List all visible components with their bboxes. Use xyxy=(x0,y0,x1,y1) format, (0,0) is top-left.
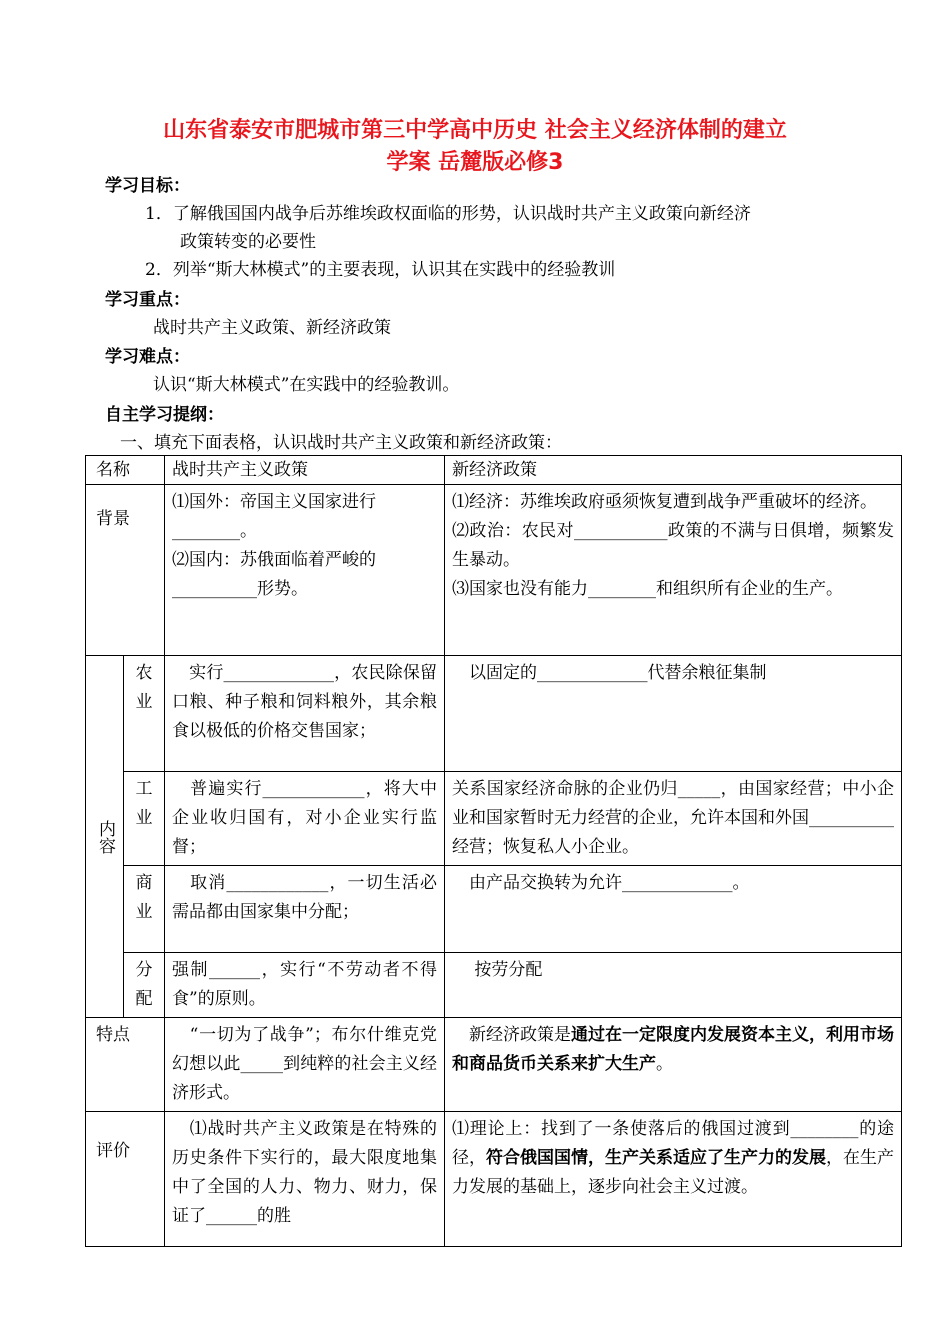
label-background: 背景 xyxy=(86,485,165,656)
row-features xyxy=(86,1018,902,1112)
distribution-war-communism: 强制______，实行“不劳动者不得食”的原则。 xyxy=(165,953,445,1018)
label-distribution-text: 分配 xyxy=(135,960,153,1009)
row-evaluation xyxy=(86,1112,902,1247)
document-title-line1: 山东省泰安市肥城市第三中学高中历史 社会主义经济体制的建立 xyxy=(163,118,787,143)
agriculture-war-communism: 实行_____________，农民除保留口粮、种子粮和饲料粮外，其余粮食以极低的价格交售国家； xyxy=(165,656,445,772)
commerce-nep: 由产品交换转为允许_____________。 xyxy=(445,866,902,953)
row-commerce xyxy=(86,866,902,953)
goal-1-line-a: 1．了解俄国国内战争后苏维埃政权面临的形势，认识战时共产主义政策向新经济 xyxy=(145,204,751,224)
label-industry-text: 工业 xyxy=(135,779,153,828)
label-content xyxy=(86,656,124,1018)
outline-heading: 自主学习提纲： xyxy=(105,405,224,425)
goal-2: 2．列举“斯大林模式”的主要表现，认识其在实践中的经验教训 xyxy=(145,260,616,280)
features-nep xyxy=(445,1018,902,1112)
document-title-line2: 学案 岳麓版必修3 xyxy=(386,150,564,175)
agriculture-nep: 以固定的_____________代替余粮征集制 xyxy=(445,656,902,772)
evaluation-nep-intro: ⑴理论上：找到了一条使落后的俄国过渡到________的途径， xyxy=(452,1119,894,1168)
goals-heading: 学习目标： xyxy=(105,176,190,196)
label-commerce xyxy=(124,866,165,953)
goal-1-line-b: 政策转变的必要性 xyxy=(180,232,316,252)
evaluation-war-communism: ⑴战时共产主义政策是在特殊的历史条件下实行的，最大限度地集中了全国的人力、物力、财力，保证了______的胜 xyxy=(165,1112,445,1247)
evaluation-nep xyxy=(445,1112,902,1247)
evaluation-nep-end: ，在生产力发展的基础上，逐步向社会主义过渡。 xyxy=(452,1148,894,1197)
label-content-text: 内容 xyxy=(95,819,115,854)
commerce-war-communism: 取消____________，一切生活必需品都由国家集中分配； xyxy=(165,866,445,953)
difficulty-heading: 学习难点： xyxy=(105,347,190,367)
row-distribution xyxy=(86,953,902,1018)
label-agriculture-text: 农业 xyxy=(135,663,153,712)
header-war-communism: 战时共产主义政策 xyxy=(165,456,445,485)
outline-instruction: 一、填充下面表格，认识战时共产主义政策和新经济政策： xyxy=(120,433,562,453)
difficulty-text: 认识“斯大林模式”在实践中的经验教训。 xyxy=(153,375,460,395)
row-industry xyxy=(86,772,902,866)
features-nep-intro: 新经济政策是 xyxy=(452,1025,571,1045)
background-nep: ⑴经济：苏维埃政府亟须恢复遭到战争严重破坏的经济。 ⑵政治：农民对___________政策的不满与日俱增，频繁发生暴动。 ⑶国家也没有能力________和组织所有企业的生产。 xyxy=(445,485,902,656)
evaluation-nep-emphasis: 符合俄国国情，生产关系适应了生产力的发展 xyxy=(486,1148,826,1168)
distribution-nep: 按劳分配 xyxy=(445,953,902,1018)
industry-nep: 关系国家经济命脉的企业仍归_____，由国家经营；中小企业和国家暂时无力经营的企业，允许本国和外国__________经营；恢复私人小企业。 xyxy=(445,772,902,866)
label-evaluation: 评价 xyxy=(86,1112,165,1247)
row-agriculture xyxy=(86,656,902,772)
row-background xyxy=(86,485,902,656)
policy-comparison-table xyxy=(85,455,902,1247)
key-points-heading: 学习重点： xyxy=(105,290,190,310)
label-distribution xyxy=(124,953,165,1018)
label-agriculture xyxy=(124,656,165,772)
features-war-communism: “一切为了战争”；布尔什维克党幻想以此_____到纯粹的社会主义经济形式。 xyxy=(165,1018,445,1112)
label-industry xyxy=(124,772,165,866)
key-points-text: 战时共产主义政策、新经济政策 xyxy=(153,318,391,338)
table-header-row xyxy=(86,456,902,485)
header-nep: 新经济政策 xyxy=(445,456,902,485)
background-war-communism: ⑴国外：帝国主义国家进行________。 ⑵国内：苏俄面临着严峻的__________形势。 xyxy=(165,485,445,656)
label-features: 特点 xyxy=(86,1018,165,1112)
features-nep-emphasis: 通过在一定限度内发展资本主义，利用市场和商品货币关系来扩大生产 xyxy=(452,1025,894,1074)
label-commerce-text: 商业 xyxy=(135,873,153,922)
features-nep-end: 。 xyxy=(656,1054,673,1074)
industry-war-communism: 普遍实行____________，将大中企业收归国有，对小企业实行监督； xyxy=(165,772,445,866)
header-name: 名称 xyxy=(86,456,165,485)
